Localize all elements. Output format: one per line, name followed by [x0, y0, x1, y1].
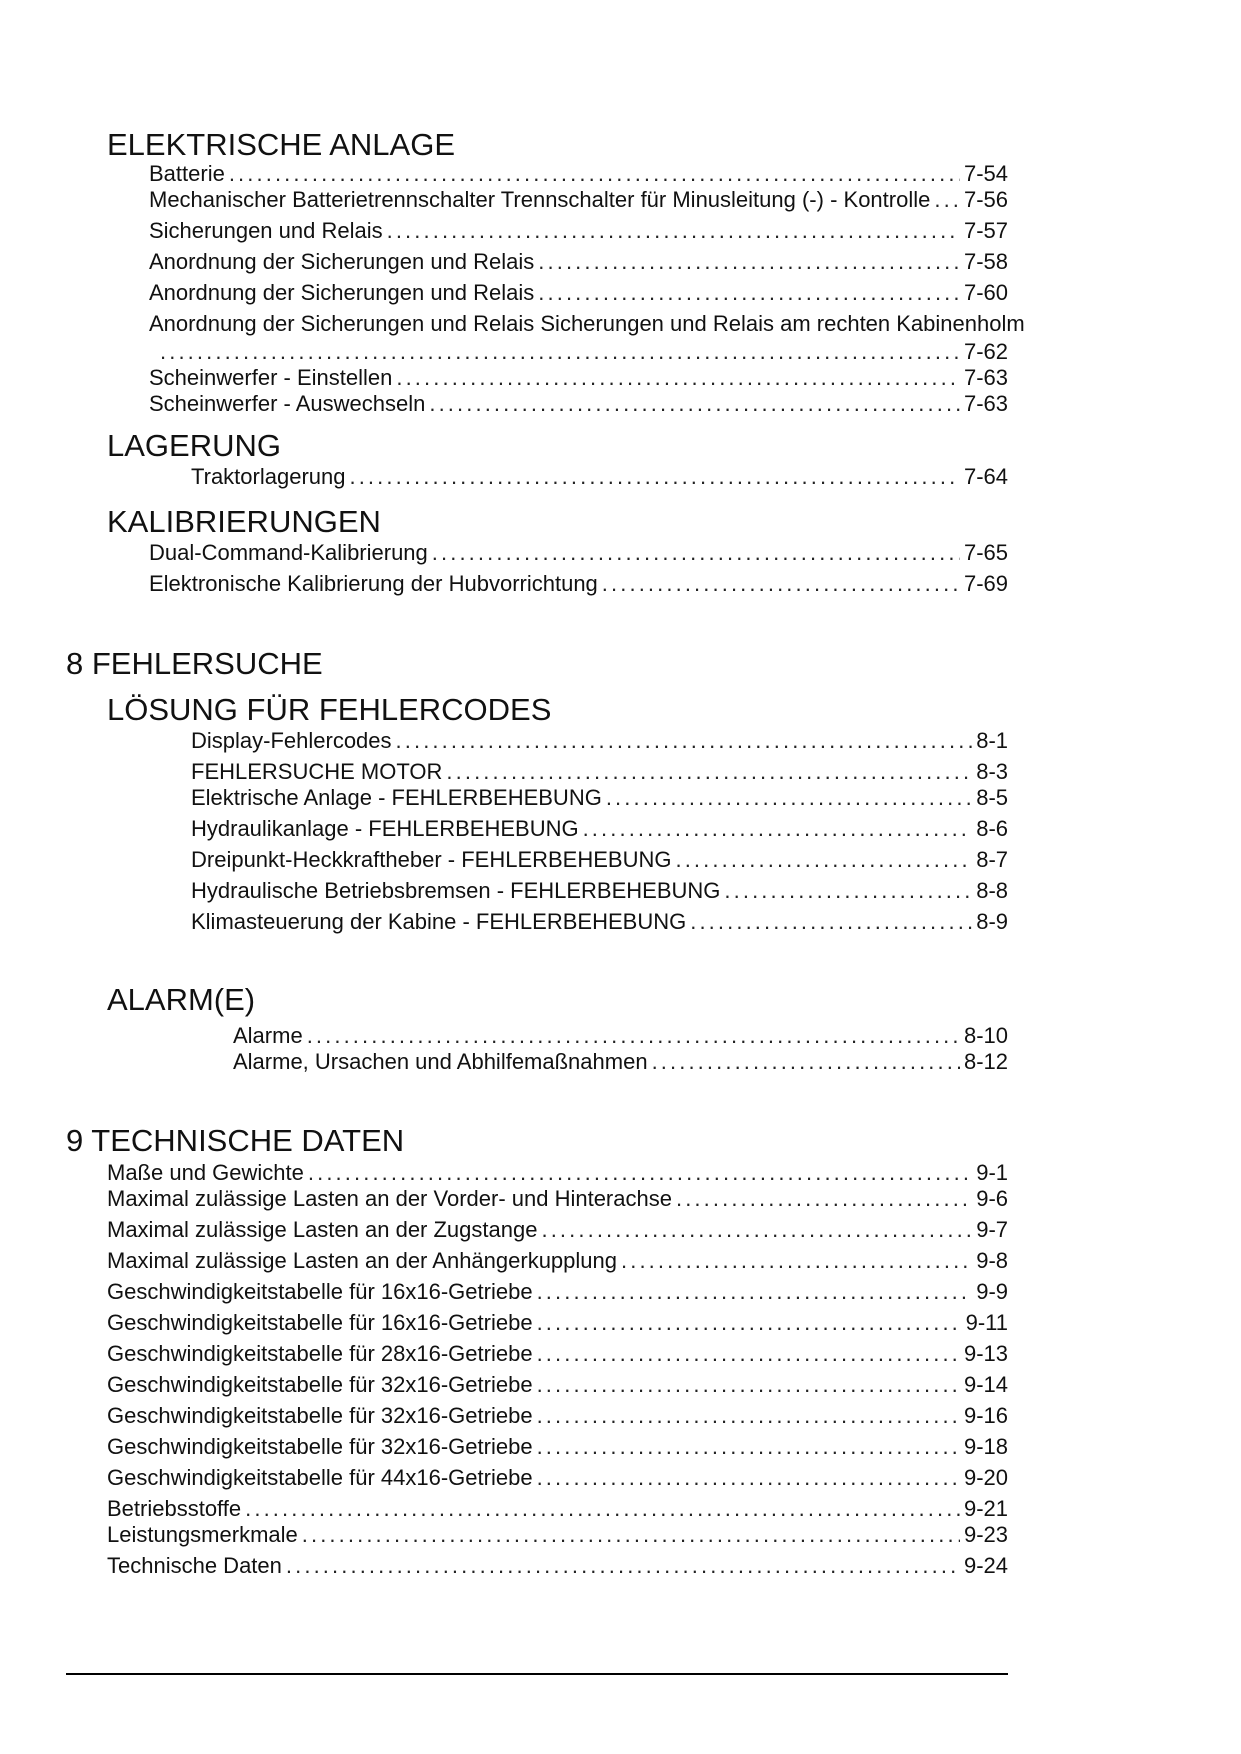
leader-dots: [286, 1553, 960, 1579]
section-heading-lagerung: LAGERUNG: [107, 428, 281, 463]
leader-dots: [538, 280, 960, 306]
toc-entry[interactable]: [149, 187, 1008, 213]
leader-dots: [537, 1434, 960, 1460]
leader-dots: [537, 1279, 973, 1305]
entry-page: 9-6: [976, 1186, 1008, 1211]
toc-entry[interactable]: [149, 161, 1008, 187]
leader-dots: [602, 571, 960, 597]
entry-title: Hydraulikanlage - FEHLERBEHEBUNG: [191, 816, 579, 841]
leader-dots: [537, 1372, 960, 1398]
entry-title: Scheinwerfer - Einstellen: [149, 365, 393, 390]
leader-dots: [429, 391, 960, 417]
leader-dots: [245, 1496, 960, 1522]
entry-page: 9-14: [963, 1372, 1008, 1397]
entry-title: Traktorlagerung: [191, 464, 346, 489]
leader-dots: [302, 1522, 960, 1548]
entry-title: Elektronische Kalibrierung der Hubvorrichtung: [149, 571, 598, 596]
toc-entry[interactable]: [107, 1217, 1008, 1243]
leader-dots: [537, 1341, 960, 1367]
entry-page: 7-58: [963, 249, 1008, 274]
leader-dots: [537, 1465, 960, 1491]
entry-page: 9-16: [963, 1403, 1008, 1428]
entry-title: Anordnung der Sicherungen und Relais: [149, 280, 535, 305]
entry-page: 9-18: [963, 1434, 1008, 1459]
toc-entry-wrapped-dots: [160, 339, 1008, 365]
leader-dots: [308, 1160, 972, 1186]
toc-entry[interactable]: [107, 1434, 1008, 1460]
leader-dots: [229, 161, 960, 187]
leader-dots: [160, 339, 960, 365]
toc-entry[interactable]: [107, 1522, 1008, 1548]
chapter-heading-9: 9 TECHNISCHE DATEN: [66, 1123, 405, 1158]
chapter-heading-8: 8 FEHLERSUCHE: [66, 646, 323, 681]
toc-entry[interactable]: [233, 1049, 1008, 1075]
leader-dots: [538, 249, 960, 275]
toc-entry[interactable]: [233, 1023, 1008, 1049]
toc-entry[interactable]: [191, 816, 1008, 842]
leader-dots: [583, 816, 973, 842]
toc-entry[interactable]: [107, 1372, 1008, 1398]
entry-title: Maximal zulässige Lasten an der Vorder- und Hinterachse: [107, 1186, 672, 1211]
entry-page: 7-65: [963, 540, 1008, 565]
entry-page: 7-62: [963, 339, 1008, 364]
entry-page: 7-54: [963, 161, 1008, 186]
entry-title: Alarme: [233, 1023, 303, 1048]
toc-entry[interactable]: [149, 391, 1008, 417]
entry-title: Mechanischer Batterietrennschalter Trennschalter für Minusleitung (-) - Kontrolle: [149, 187, 931, 212]
entry-page: 7-69: [963, 571, 1008, 596]
toc-entry[interactable]: [107, 1160, 1008, 1186]
entry-title: Dual-Command-Kalibrierung: [149, 540, 428, 565]
toc-entry[interactable]: [191, 785, 1008, 811]
entry-title: Elektrische Anlage - FEHLERBEHEBUNG: [191, 785, 602, 810]
entry-page: 7-56: [963, 187, 1008, 212]
entry-title: Geschwindigkeitstabelle für 16x16-Getriebe: [107, 1279, 533, 1304]
entry-page: 7-57: [963, 218, 1008, 243]
toc-entry[interactable]: [107, 1186, 1008, 1212]
leader-dots: [446, 759, 972, 785]
section-heading-elektrische-anlage: ELEKTRISCHE ANLAGE: [107, 127, 456, 162]
toc-entry[interactable]: [107, 1310, 1008, 1336]
section-heading-alarme: ALARM(E): [107, 982, 256, 1017]
entry-page: 9-11: [965, 1310, 1008, 1335]
entry-title: Dreipunkt-Heckkraftheber - FEHLERBEHEBUNG: [191, 847, 672, 872]
toc-entry[interactable]: [149, 249, 1008, 275]
section-heading-kalibrierungen: KALIBRIERUNGEN: [107, 504, 381, 539]
entry-page: 8-3: [976, 759, 1008, 784]
leader-dots: [349, 464, 959, 490]
entry-page: 9-7: [976, 1217, 1008, 1242]
entry-page: 7-60: [963, 280, 1008, 305]
toc-entry-wrapped-title[interactable]: Anordnung der Sicherungen und Relais Sicherungen und Relais am rechten Kabinenholm: [149, 311, 1025, 336]
entry-title: Alarme, Ursachen und Abhilfemaßnahmen: [233, 1049, 648, 1074]
entry-page: 8-9: [976, 909, 1008, 934]
entry-page: 7-64: [963, 464, 1008, 489]
leader-dots: [387, 218, 960, 244]
leader-dots: [690, 909, 972, 935]
toc-entry[interactable]: [191, 878, 1008, 904]
entry-title: Maximal zulässige Lasten an der Anhängerkupplung: [107, 1248, 617, 1273]
leader-dots: [537, 1403, 960, 1429]
leader-dots: [676, 1186, 972, 1212]
toc-entry[interactable]: [191, 728, 1008, 754]
entry-page: 9-9: [976, 1279, 1008, 1304]
toc-entry[interactable]: [107, 1279, 1008, 1305]
toc-entry[interactable]: [191, 909, 1008, 935]
toc-entry[interactable]: [191, 759, 1008, 785]
leader-dots: [606, 785, 972, 811]
leader-dots: [537, 1310, 962, 1336]
entry-title: Geschwindigkeitstabelle für 16x16-Getriebe: [107, 1310, 533, 1335]
entry-title: Maße und Gewichte: [107, 1160, 304, 1185]
entry-page: 8-8: [976, 878, 1008, 903]
entry-title: FEHLERSUCHE MOTOR: [191, 759, 443, 784]
leader-dots: [652, 1049, 960, 1075]
toc-entry[interactable]: [107, 1553, 1008, 1579]
leader-dots: [934, 187, 960, 213]
entry-title: Maximal zulässige Lasten an der Zugstange: [107, 1217, 538, 1242]
entry-title: Geschwindigkeitstabelle für 32x16-Getriebe: [107, 1403, 533, 1428]
entry-page: 9-8: [976, 1248, 1008, 1273]
leader-dots: [724, 878, 972, 904]
toc-entry[interactable]: [107, 1341, 1008, 1367]
entry-page: 9-13: [963, 1341, 1008, 1366]
entry-title: Geschwindigkeitstabelle für 32x16-Getriebe: [107, 1434, 533, 1459]
entry-title: Geschwindigkeitstabelle für 44x16-Getriebe: [107, 1465, 533, 1490]
entry-page: 8-7: [976, 847, 1008, 872]
entry-title: Scheinwerfer - Auswechseln: [149, 391, 426, 416]
toc-entry[interactable]: [107, 1248, 1008, 1274]
entry-page: 9-24: [963, 1553, 1008, 1578]
entry-title: Leistungsmerkmale: [107, 1522, 298, 1547]
leader-dots: [432, 540, 960, 566]
toc-entry[interactable]: [191, 464, 1008, 490]
entry-title: Klimasteuerung der Kabine - FEHLERBEHEBUNG: [191, 909, 687, 934]
toc-entry[interactable]: [149, 218, 1008, 244]
entry-page: 8-1: [976, 728, 1008, 753]
toc-entry[interactable]: [149, 571, 1008, 597]
entry-page: 8-10: [963, 1023, 1008, 1048]
entry-title: Anordnung der Sicherungen und Relais: [149, 249, 535, 274]
entry-page: 7-63: [963, 365, 1008, 390]
entry-title: Sicherungen und Relais: [149, 218, 383, 243]
leader-dots: [675, 847, 972, 873]
entry-title: Hydraulische Betriebsbremsen - FEHLERBEHEBUNG: [191, 878, 721, 903]
entry-title: Geschwindigkeitstabelle für 32x16-Getriebe: [107, 1372, 533, 1397]
leader-dots: [307, 1023, 960, 1049]
leader-dots: [396, 365, 960, 391]
section-heading-loesung: LÖSUNG FÜR FEHLERCODES: [107, 692, 552, 727]
entry-title: Batterie: [149, 161, 225, 186]
toc-entry[interactable]: [107, 1403, 1008, 1429]
entry-page: 9-1: [976, 1160, 1008, 1185]
toc-entry[interactable]: [149, 365, 1008, 391]
entry-title: Betriebsstoffe: [107, 1496, 242, 1521]
entry-title: Technische Daten: [107, 1553, 282, 1578]
entry-page: 8-12: [963, 1049, 1008, 1074]
entry-title: Display-Fehlercodes: [191, 728, 392, 753]
toc-entry[interactable]: [191, 847, 1008, 873]
toc-entry[interactable]: [149, 280, 1008, 306]
leader-dots: [541, 1217, 972, 1243]
footer-rule: [66, 1673, 1008, 1675]
toc-entry[interactable]: [107, 1496, 1008, 1522]
leader-dots: [621, 1248, 972, 1274]
entry-page: 9-20: [963, 1465, 1008, 1490]
entry-page: 7-63: [963, 391, 1008, 416]
entry-page: 8-6: [976, 816, 1008, 841]
toc-entry[interactable]: [107, 1465, 1008, 1491]
leader-dots: [396, 728, 973, 754]
entry-page: 9-23: [963, 1522, 1008, 1547]
entry-page: 8-5: [976, 785, 1008, 810]
toc-entry[interactable]: [149, 540, 1008, 566]
entry-page: 9-21: [963, 1496, 1008, 1521]
entry-title: Geschwindigkeitstabelle für 28x16-Getriebe: [107, 1341, 533, 1366]
